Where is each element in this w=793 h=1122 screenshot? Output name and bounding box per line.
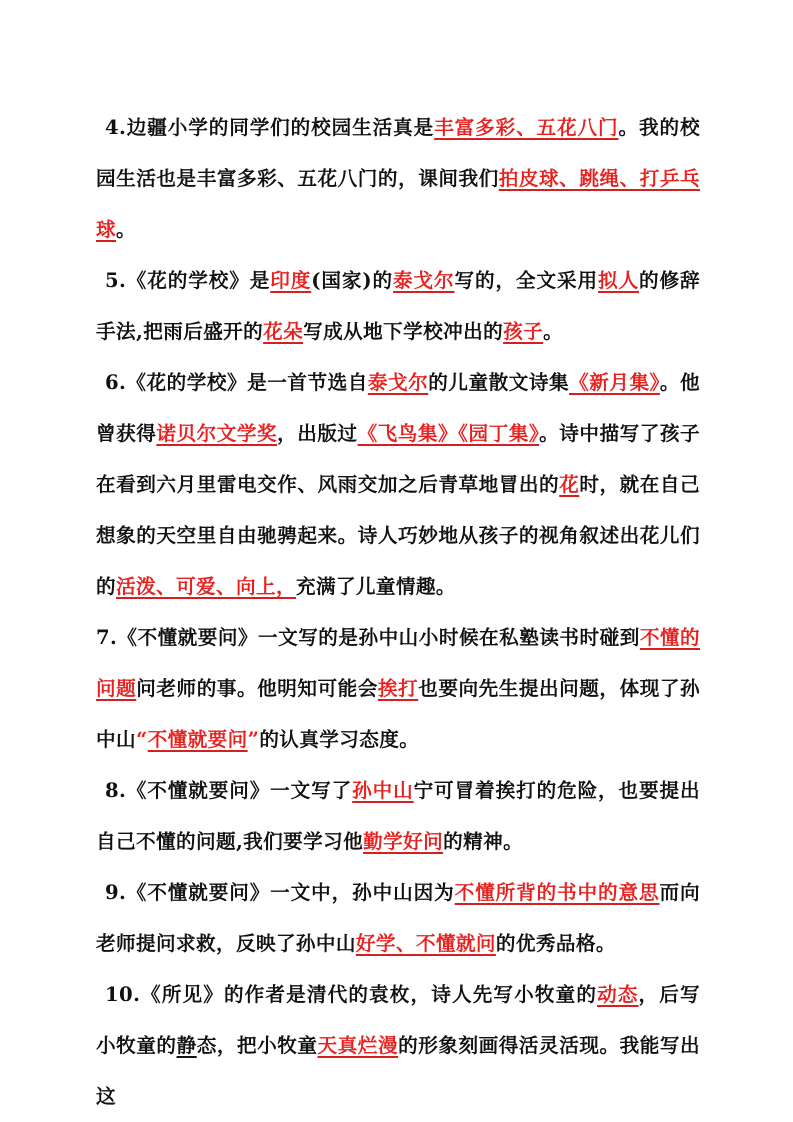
answer-text: 泰戈尔 — [393, 269, 455, 292]
answer-text: 拍皮球、跳绳、打乒乓球 — [96, 167, 701, 241]
item-6 — [96, 357, 700, 612]
text: 。 — [116, 218, 136, 241]
text: 的形象刻画得活灵活现。我能写出这 — [96, 1034, 701, 1108]
answer-text: 勤学好问 — [363, 830, 444, 853]
answer-text: 动态 — [597, 983, 639, 1006]
text: 。我的校园生活也是丰富多彩、五花八门的，课间我们 — [96, 116, 700, 190]
text: 宁可冒着挨打的危险，也要提出自己不懂的问题,我们要学习他 — [96, 779, 701, 853]
answer-text: 花朵 — [263, 320, 304, 343]
text: 的认真学习态度。 — [259, 728, 420, 751]
answer-text: 孙中山 — [352, 779, 414, 802]
text: 4.边疆小学的同学们的校园生活真是 — [105, 116, 435, 139]
text: 的儿童散文诗集 — [428, 371, 570, 394]
answer-text: 丰富多彩、五花八门 — [434, 116, 619, 139]
text: 问老师的事。他明知可能会 — [136, 677, 378, 700]
text: 。诗中描写了孩子在看到六月里雷电交作、风雨交加之后青草地冒出的 — [96, 422, 700, 496]
text: ，后写小牧童的 — [96, 983, 700, 1057]
text: ，出版过 — [277, 422, 358, 445]
text: 的优秀品格。 — [495, 932, 616, 955]
text: 8.《不懂就要问》一文写了 — [105, 779, 353, 802]
text: 而向老师提问求救，反映了孙中山 — [96, 881, 700, 955]
text: 写的，全文采用 — [454, 269, 598, 292]
answer-text: 挨打 — [377, 677, 419, 700]
text: 10.《所见》的作者是清代的袁枚，诗人先写小牧童的 — [105, 983, 598, 1006]
answer-text: 拟人 — [598, 269, 639, 292]
quote-mark: “ — [136, 728, 148, 751]
answer-text: 不懂所背的书中的意思 — [454, 881, 660, 904]
text: 。 — [543, 320, 564, 343]
answer-text: 孩子 — [503, 320, 544, 343]
answer-text: 泰戈尔 — [367, 371, 429, 394]
answer-text: 不懂的问题 — [96, 626, 700, 700]
text: 。他曾获得 — [96, 371, 701, 445]
item-9 — [96, 867, 700, 969]
text: 写成从地下学校冲出的 — [303, 320, 504, 343]
answer-text: 印度 — [270, 269, 312, 292]
answer-text: 花 — [559, 473, 580, 496]
underlined-text: 静 — [176, 1034, 197, 1057]
answer-text: 天真烂漫 — [317, 1034, 399, 1057]
document-page — [96, 102, 700, 1122]
text: 态，把小牧童 — [196, 1034, 318, 1057]
text: 时，就在自己想象的天空里自由驰骋起来。诗人巧妙地从孩子的视角叙述出花儿们的 — [96, 473, 700, 598]
answer-text: 活泼、可爱、向上， — [116, 575, 296, 598]
text: (国家)的 — [311, 269, 394, 292]
item-4 — [96, 102, 700, 255]
text: 7.《不懂就要问》一文写的是孙中山小时候在私塾读书时碰到 — [96, 626, 640, 649]
text: 6.《花的学校》是一首节选自 — [105, 371, 368, 394]
text: 充满了儿童情趣。 — [295, 575, 456, 598]
item-8 — [96, 765, 700, 867]
item-10 — [96, 969, 700, 1122]
answer-text: 诺贝尔文学奖 — [156, 422, 278, 445]
text: 的精神。 — [443, 830, 524, 853]
answer-text: 不懂就要问 — [147, 728, 248, 751]
answer-text: 《新月集》 — [569, 371, 660, 394]
item-7 — [96, 612, 700, 765]
quote-mark: ” — [247, 728, 260, 751]
item-5 — [96, 255, 700, 357]
text: 5.《花的学校》是 — [105, 269, 271, 292]
text: 也要向先生提出问题，体现了孙中山 — [96, 677, 700, 751]
text: 的修辞手法,把雨后盛开的 — [96, 269, 700, 343]
answer-text: 好学、不懂就问 — [355, 932, 496, 955]
text: 9.《不懂就要问》一文中，孙中山因为 — [105, 881, 455, 904]
answer-text: 《飞鸟集》《园丁集》 — [357, 422, 540, 445]
